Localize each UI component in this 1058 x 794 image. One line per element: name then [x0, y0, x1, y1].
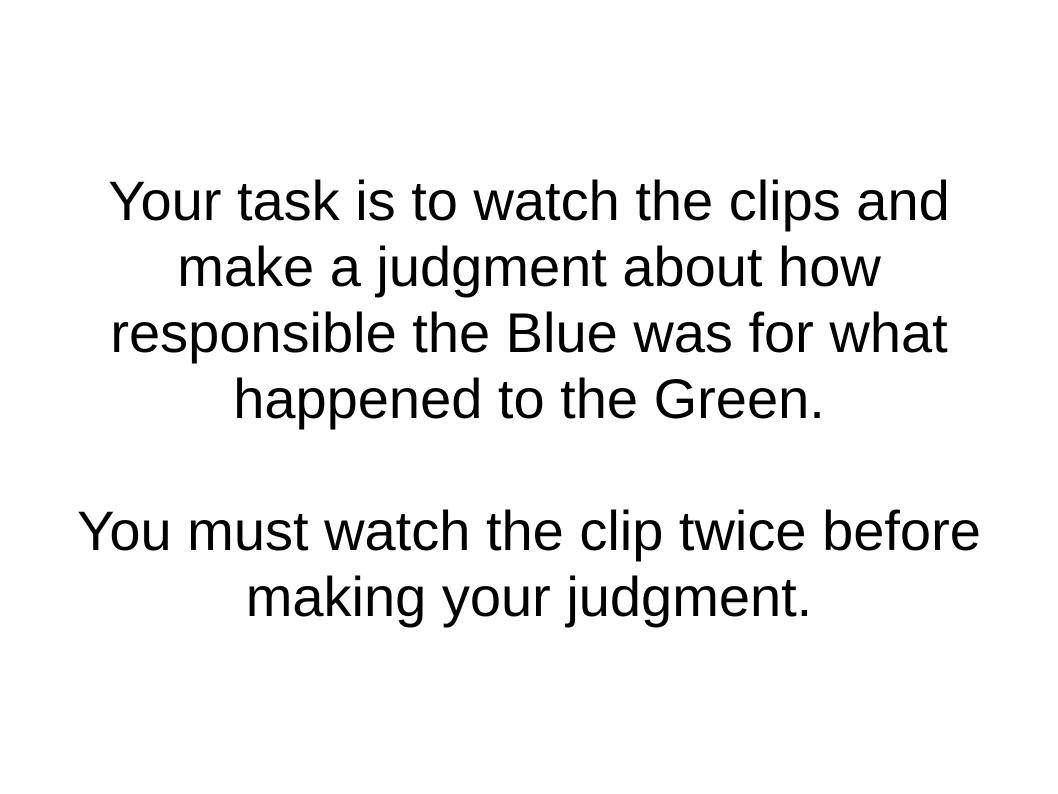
requirement-line-1: You must watch the clip twice before [77, 499, 981, 562]
task-line-1: Your task is to watch the clips and [108, 169, 950, 232]
task-instruction-paragraph [0, 168, 1058, 432]
task-line-3: responsible the Blue was for what [110, 301, 948, 364]
task-line-2: make a judgment about how [177, 235, 881, 298]
requirement-line-2: making your judgment. [245, 565, 813, 628]
task-line-4: happened to the Green. [233, 367, 825, 430]
watch-requirement-paragraph [0, 498, 1058, 630]
